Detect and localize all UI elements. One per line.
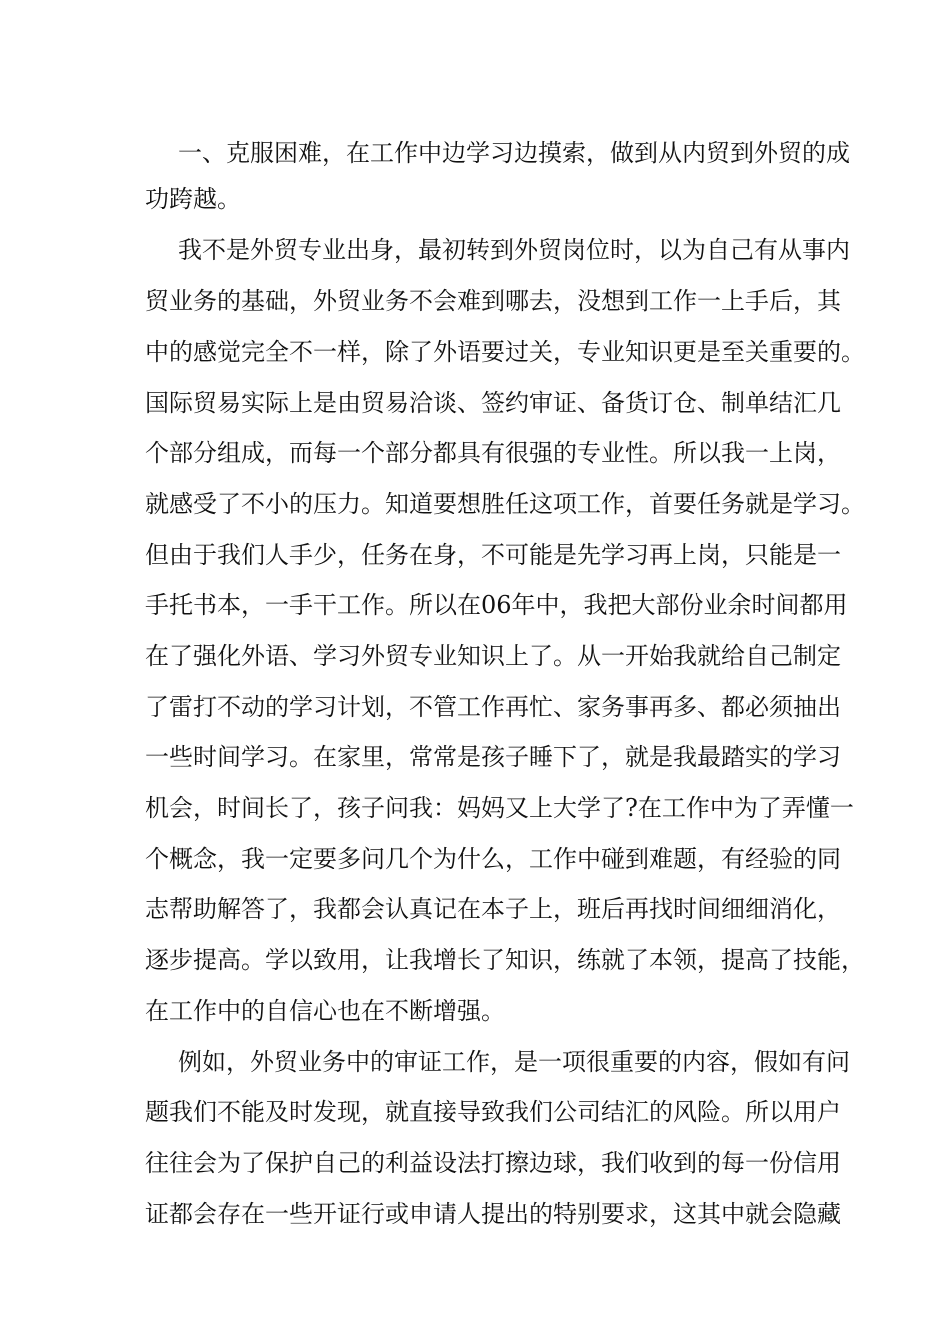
text-line: 贸业务的基础，外贸业务不会难到哪去，没想到工作一上手后，其 [145,287,841,315]
text-line: 在工作中的自信心也在不断增强。 [145,997,505,1025]
text-line: 我不是外贸专业出身，最初转到外贸岗位时，以为自己有从事内 [178,236,850,264]
text-line: 个概念，我一定要多问几个为什么，工作中碰到难题，有经验的同 [145,845,841,873]
text-line: 手托书本，一手干工作。所以在06年中，我把大部份业余时间都用 [145,591,848,619]
text-line: 就感受了不小的压力。知道要想胜任这项工作，首要任务就是学习。 [145,490,865,518]
text-line: 志帮助解答了，我都会认真记在本子上，班后再找时间细细消化， [145,895,841,923]
text-line: 功跨越。 [145,185,241,213]
text-line: 题我们不能及时发现，就直接导致我们公司结汇的风险。所以用户 [145,1098,841,1126]
text-line: 中的感觉完全不一样，除了外语要过关，专业知识更是至关重要的。 [145,338,865,366]
text-line: 但由于我们人手少，任务在身，不可能是先学习再上岗，只能是一 [145,541,841,569]
text-line: 往往会为了保护自己的利益设法打擦边球，我们收到的每一份信用 [145,1149,841,1177]
text-line: 了雷打不动的学习计划，不管工作再忙、家务事再多、都必须抽出 [145,693,841,721]
text-line: 例如，外贸业务中的审证工作，是一项很重要的内容，假如有问 [178,1048,850,1076]
text-line: 一些时间学习。在家里，常常是孩子睡下了，就是我最踏实的学习 [145,743,841,771]
text-line: 一、克服困难，在工作中边学习边摸索，做到从内贸到外贸的成 [178,139,850,167]
text-line: 逐步提高。学以致用，让我增长了知识，练就了本领，提高了技能， [145,946,865,974]
text-line: 国际贸易实际上是由贸易洽谈、签约审证、备货订仓、制单结汇几 [145,389,841,417]
text-line: 证都会存在一些开证行或申请人提出的特别要求，这其中就会隐藏 [145,1200,841,1228]
text-line: 在了强化外语、学习外贸专业知识上了。从一开始我就给自己制定 [145,642,841,670]
text-line: 机会，时间长了，孩子问我：妈妈又上大学了?在工作中为了弄懂一 [145,794,854,822]
text-line: 个部分组成，而每一个部分都具有很强的专业性。所以我一上岗， [145,439,841,467]
